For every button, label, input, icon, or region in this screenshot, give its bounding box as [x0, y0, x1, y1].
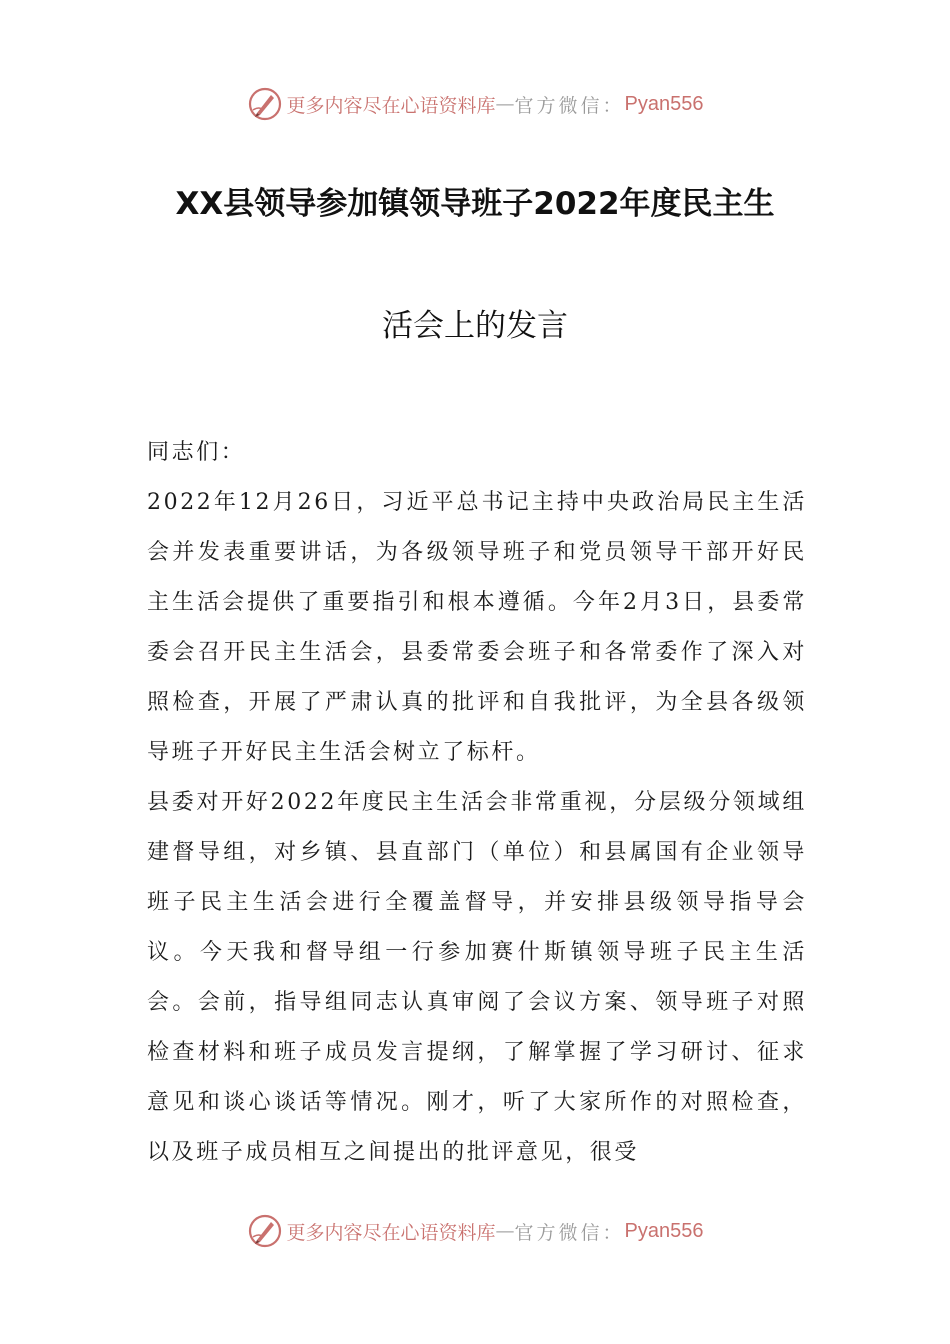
body-paragraph-2: 县委对开好2022年度民主生活会非常重视，分层级分领域组建督导组，对乡镇、县直部门（单位）和县属国有企业领导班子民主生活会进行全覆盖督导，并安排县级领导指导会议。今天我和督导组一行参加赛什斯镇领导班子民主生活会。会前，指导组同志认真审阅了会议方案、领导班子对照检查材料和班子成员发言提纲，了解掌握了学习研讨、征求意见和谈心谈话等情况。刚才，听了大家所作的对照检查，以及班子成员相互之间提出的批评意见，很受	[147, 790, 807, 1165]
document-body	[147, 428, 807, 1178]
watermark-official-label: 官方微信：	[514, 1221, 625, 1244]
quill-pen-logo-icon	[247, 1213, 283, 1249]
watermark-dash: —	[495, 1220, 515, 1242]
document-title-line-1: XX县领导参加镇领导班子2022年度民主生	[175, 186, 775, 222]
watermark-brand-text: 更多内容尽在心语资料库	[286, 1221, 496, 1244]
watermark-brand-text: 更多内容尽在心语资料库	[286, 94, 496, 117]
watermark-official-label: 官方微信：	[514, 94, 625, 117]
body-paragraph-1: 2022年12月26日，习近平总书记主持中央政治局民主生活会并发表重要讲话，为各级领导班子和党员领导干部开好民主生活会提供了重要指引和根本遵循。今年2月3日，县委常委会召开民主生活会，县委常委会班子和各常委作了深入对照检查，开展了严肃认真的批评和自我批评，为全县各级领导班子开好民主生活会树立了标杆。	[147, 490, 807, 765]
watermark-wechat-id: Pyan556	[624, 1219, 704, 1242]
header-watermark-banner	[0, 84, 950, 124]
watermark-wechat-id: Pyan556	[624, 92, 704, 115]
salutation: 同志们：	[147, 440, 246, 465]
watermark-dash: —	[495, 93, 515, 115]
quill-pen-logo-icon	[247, 86, 283, 122]
document-title-line-2: 活会上的发言	[382, 308, 568, 344]
footer-watermark-banner	[0, 1211, 950, 1251]
